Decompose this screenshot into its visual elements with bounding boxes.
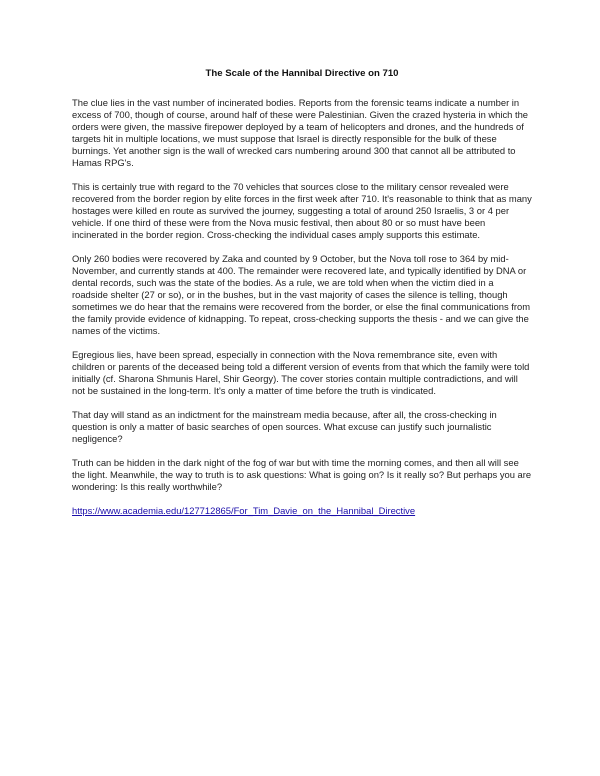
source-link[interactable]: https://www.academia.edu/127712865/For_Tim_Davie_on_the_Hannibal_Directive (72, 505, 416, 516)
document-body (72, 68, 532, 517)
paragraph-5: That day will stand as an indictment for the mainstream media because, after all, the cross-checking in question is only a matter of basic searches of open sources. What excuse can justify such journalistic negligence? (72, 409, 497, 444)
document-title: The Scale of the Hannibal Directive on 710 (205, 68, 399, 79)
paragraph-1: The clue lies in the vast number of incinerated bodies. Reports from the forensic teams indicate a number in excess of 700, though of course, around half of these were Palestinian. Given the crazed hysteria in which the orders were given, the massive firepower deployed by a team of helicopters and drones, and the hundreds of targets hit in multiple locations, we must suppose that Israel is directly responsible for the bulk of these burnings. Yet another sign is the wall of wrecked cars numbering around 300 that cannot all be attributed to Hamas RPG's. (72, 97, 528, 168)
paragraph-2: This is certainly true with regard to the 70 vehicles that sources close to the military censor revealed were recovered from the border region by elite forces in the first week after 710. It's reasonable to think that as many hostages were killed en route as survived the journey, suggesting a total of around 250 Israelis, 3 or 4 per vehicle. If one third of these were from the Nova music festival, then about 80 or so must have been incinerated in the border region. Cross-checking the individual cases amply supports this estimate. (72, 181, 532, 240)
paragraph-3: Only 260 bodies were recovered by Zaka and counted by 9 October, but the Nova toll rose to 364 by mid-November, and currently stands at 400. The remainder were recovered late, and typically identified by DNA or dental records, such was the state of the bodies. As a rule, we are told when when the victim died in a roadside shelter (27 or so), or in the bushes, but in the vast majority of cases the silence is telling, though sometimes we do hear that the remains were recovered from the border, or else the final communications from the family provide evidence of kidnapping. To repeat, cross-checking supports the thesis - and we can give the names of the victims. (72, 253, 531, 336)
paragraph-6: Truth can be hidden in the dark night of the fog of war but with time the morning comes, and then all will see the light. Meanwhile, the way to truth is to ask questions: What is going on? Is it really so? But perhaps you are wondering: Is this really worthwhile? (72, 457, 532, 492)
paragraph-4: Egregious lies, have been spread, especially in connection with the Nova remembrance site, even with children or parents of the deceased being told a different version of events from that which the family were told initially (cf. Sharona Shmunis Harel, Shir Georgy). The cover stories contain multiple contradictions, and will not be sustained in the long-term. It's only a matter of time before the truth is vindicated. (72, 349, 530, 396)
